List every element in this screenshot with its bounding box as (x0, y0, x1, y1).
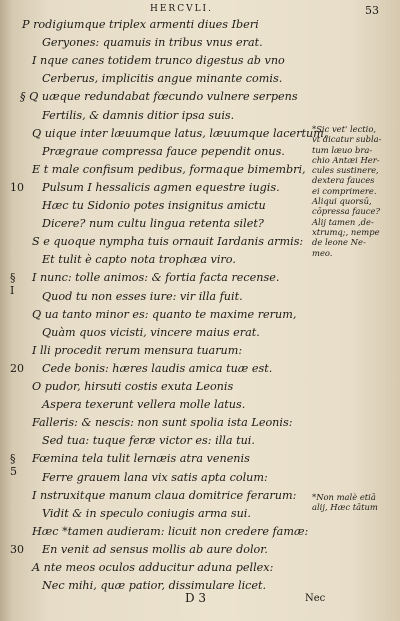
verse-line: P rodigiumque triplex armenti diues Iberi (22, 18, 259, 31)
marginal-note-line: xtrumq;, nempe (312, 226, 380, 237)
verse-line: Fertilis, & damnis ditior ipsa suis. (42, 108, 235, 122)
marginal-note-line: alij, Hæc tātum (312, 502, 378, 513)
line-number: 10 (10, 180, 24, 194)
marginal-note-line: chio Antæi Her- (312, 154, 380, 165)
marginal-note-line: cules sustinere, (312, 165, 379, 176)
verse-line: O pudor, hirsuti costis exuta Leonis (32, 380, 234, 393)
running-head: HERCVLI. (150, 4, 213, 14)
verse-line: Prægraue compressa fauce pependit onus. (42, 144, 285, 158)
verse-line: Q ua tanto minor es: quanto te maxime rerum, (32, 307, 297, 321)
line-number: § I (10, 271, 16, 298)
verse-line: E t male confisum pedibus, formaque bimembri, (32, 162, 306, 176)
marginal-note-line: *Sic vet' lectio, (312, 124, 377, 134)
marginal-note-line: cōpressa fauce? (312, 206, 380, 217)
verse-line: Fœmina tela tulit lernæis atra venenis (32, 452, 250, 466)
verse-line: Et tulit è capto nota trophæa viro. (42, 253, 236, 267)
verse-line: Dicere? num cultu lingua retenta silet? (42, 217, 264, 231)
verse-line: I nstruxitque manum claua domitrice ferarum: (32, 488, 297, 502)
verse-line: Vidit & in speculo coniugis arma sui. (42, 506, 251, 520)
verse-line: I nunc: tolle animos: & fortia facta recense. (32, 271, 280, 285)
verse-line: I lli procedit rerum mensura tuarum: (32, 343, 243, 357)
verse-line: Quàm quos vicisti, vincere maius erat. (42, 325, 260, 339)
signature-mark: D 3 (185, 591, 207, 605)
marginal-note-line: tum læuo bra- (312, 144, 373, 155)
verse-line: Cerberus, implicitis angue minante comis. (42, 72, 283, 86)
marginal-note-line: Aliqui quorsū, (312, 196, 372, 207)
verse-line: Geryones: quamuis in tribus vnus erat. (42, 36, 263, 50)
verse-line: I nque canes totidem trunco digestus ab vno (32, 54, 285, 68)
verse-line: § Q uæque redundabat fœcundo vulnere serpens (20, 90, 298, 104)
verse-line: Hæc *tamen audieram: licuit non credere famæ: (32, 524, 309, 538)
verse-line: Nec mihi, quæ patior, dissimulare licet. (42, 579, 267, 593)
line-number: § 5 (10, 452, 17, 479)
marginal-note (312, 492, 378, 513)
verse-line: Q uique inter læuumque latus, læuumque lacertum, (32, 126, 328, 140)
verse-line: A nte meos oculos adducitur aduna pellex: (32, 561, 274, 574)
verse-line: Aspera texerunt vellera molle latus. (42, 398, 246, 412)
verse-line: Ferre grauem lana vix satis apta colum: (42, 470, 268, 484)
catchword: Nec (305, 593, 326, 604)
binding-gutter (0, 0, 14, 621)
marginal-note-line: *Non malè etiā (312, 492, 376, 502)
marginal-note-line: Alij tamen ,de- (312, 216, 374, 227)
verse-line: Cede bonis: hæres laudis amica tuæ est. (42, 361, 273, 375)
verse-line: Quod tu non esses iure: vir illa fuit. (42, 289, 243, 303)
marginal-note-line: dextera fauces (312, 175, 375, 186)
marginal-note (312, 124, 381, 258)
verse-line: Pulsum I hessalicis agmen equestre iugis. (42, 180, 280, 194)
page-number: 53 (365, 4, 379, 17)
verse-line: Falleris: & nescis: non sunt spolia ista Leonis: (32, 416, 293, 430)
line-number: 30 (10, 542, 24, 556)
line-number: 20 (10, 361, 24, 375)
verse-line: Hæc tu Sidonio potes insignitus amictu (42, 199, 266, 212)
verse-line: Sed tua: tuque feræ victor es: illa tui. (42, 434, 255, 448)
marginal-note-line: de leone Ne- (312, 237, 366, 248)
marginal-note-line: vt dicatur subla- (312, 134, 382, 145)
marginal-note-line: ei comprimere. (312, 185, 377, 196)
verse-line: En venit ad sensus mollis ab aure dolor. (42, 542, 268, 556)
marginal-note-line: meo. (312, 247, 333, 258)
verse-line: S e quoque nympha tuis ornauit Iardanis armis: (32, 235, 304, 249)
